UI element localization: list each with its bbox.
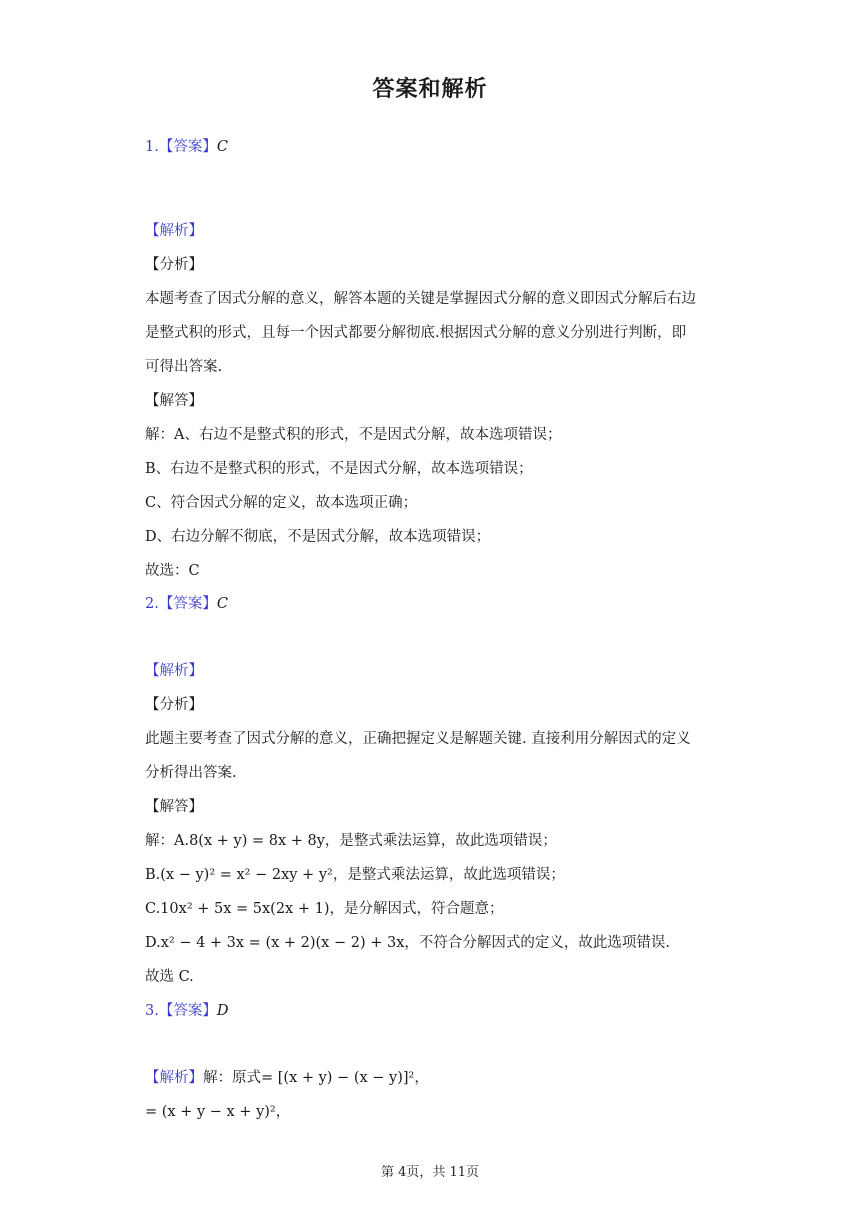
q2-solution-b: B.(x − y)² = x² − 2xy + y²，是整式乘法运算，故此选项错误； <box>145 867 565 883</box>
q2-answer-tag: 【答案】 <box>158 596 217 612</box>
q3-solution-text-1: 解：原式= [(x + y) − (x − y)]²， <box>203 1070 429 1086</box>
q2-jiexi-tag: 【解析】 <box>145 663 203 679</box>
q3-answer-tag: 【答案】 <box>158 1003 217 1019</box>
q2-analysis-line-1: 此题主要考查了因式分解的意义，正确把握定义是解题关键. 直接利用分解因式的定义 <box>145 731 691 747</box>
q1-solution-a: 解：A、右边不是整式积的形式，不是因式分解，故本选项错误； <box>145 427 562 443</box>
q2-fenxi-tag: 【分析】 <box>145 697 203 713</box>
q1-jiexi-tag: 【解析】 <box>145 223 203 239</box>
q3-jiexi-tag: 【解析】 <box>145 1070 203 1086</box>
q2-solution-a: 解：A.8(x + y) = 8x + 8y，是整式乘法运算，故此选项错误； <box>145 833 557 849</box>
q1-answer: C <box>216 139 228 155</box>
q1-analysis-line-1: 本题考查了因式分解的意义，解答本题的关键是掌握因式分解的意义即因式分解后右边 <box>145 291 696 307</box>
q2-solution-d: D.x² − 4 + 3x = (x + 2)(x − 2) + 3x，不符合分解因式的定义，故此选项错误. <box>145 935 670 951</box>
q2-number: 2. <box>145 596 159 612</box>
q2-solution-c: C.10x² + 5x = 5x(2x + 1)，是分解因式，符合题意； <box>145 901 504 917</box>
q1-solution-b: B、右边不是整式积的形式，不是因式分解，故本选项错误； <box>145 461 533 477</box>
q1-solution-c: C、符合因式分解的定义，故本选项正确； <box>145 495 418 511</box>
q1-analysis-line-2: 是整式积的形式，且每一个因式都要分解彻底.根据因式分解的意义分别进行判断，即 <box>145 325 687 341</box>
q1-number: 1. <box>145 139 159 155</box>
q3-answer: D <box>216 1003 229 1019</box>
q2-final: 故选 C. <box>145 969 194 985</box>
q3-solution-line-2: = (x + y − x + y)²， <box>145 1104 291 1120</box>
page-footer: 第 4页，共 11页 <box>380 1165 480 1180</box>
q2-answer: C <box>216 596 228 612</box>
q1-fenxi-tag: 【分析】 <box>145 257 203 273</box>
q1-analysis-line-3: 可得出答案. <box>145 359 223 375</box>
q3-solution-line-1 <box>145 1066 429 1087</box>
q1-jieda-tag: 【解答】 <box>145 393 203 409</box>
page-title: 答案和解析 <box>372 77 488 102</box>
q1-answer-line <box>145 135 228 156</box>
q2-analysis-line-2: 分析得出答案. <box>145 765 237 781</box>
q1-solution-d: D、右边分解不彻底，不是因式分解，故本选项错误； <box>145 529 491 545</box>
q1-answer-tag: 【答案】 <box>158 139 217 155</box>
q3-number: 3. <box>145 1003 159 1019</box>
q1-final: 故选：C <box>145 563 200 579</box>
q2-answer-line <box>145 592 228 613</box>
q2-jieda-tag: 【解答】 <box>145 799 203 815</box>
q3-answer-line <box>145 999 228 1020</box>
